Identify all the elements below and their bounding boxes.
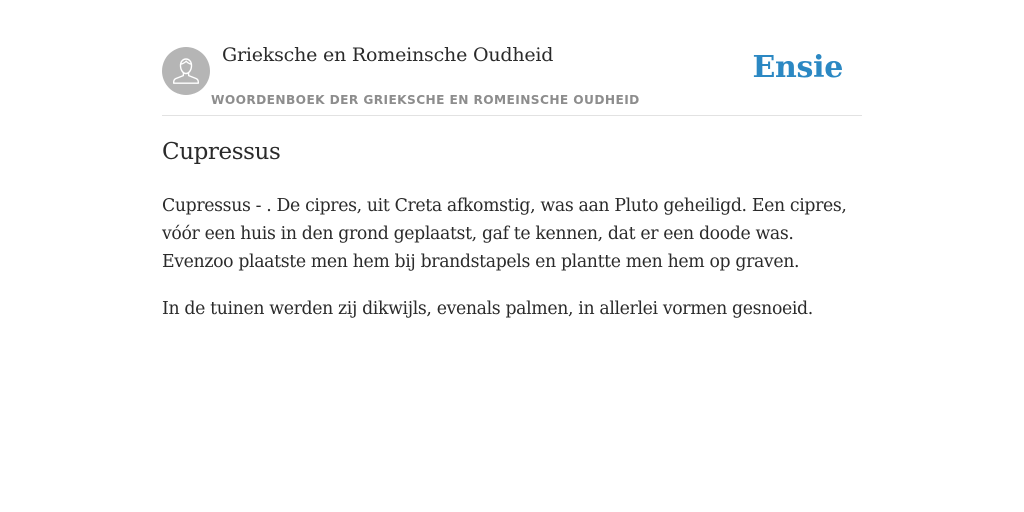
source-header <box>162 0 862 116</box>
user-silhouette-icon <box>162 47 210 95</box>
brand-logo[interactable]: Ensie <box>752 50 843 85</box>
entry-paragraph: In de tuinen werden zij dikwijls, evenals palmen, in allerlei vormen gesnoeid. <box>162 299 813 319</box>
entry-body <box>162 192 862 342</box>
page <box>162 0 862 512</box>
entry-title: Cupressus <box>162 139 281 165</box>
source-subtitle: WOORDENBOEK DER GRIEKSCHE EN ROMEINSCHE OUDHEID <box>211 93 640 107</box>
entry-paragraph: Cupressus - . De cipres, uit Creta afkomstig, was aan Pluto geheiligd. Een cipres, vóór een huis in den grond geplaatst, gaf te kennen, dat er een doode was. Evenzoo plaatste men hem bij brandstapels en plantte men hem op graven. <box>162 196 847 272</box>
source-title[interactable]: Grieksche en Romeinsche Oudheid <box>222 44 554 66</box>
avatar[interactable] <box>162 47 210 95</box>
